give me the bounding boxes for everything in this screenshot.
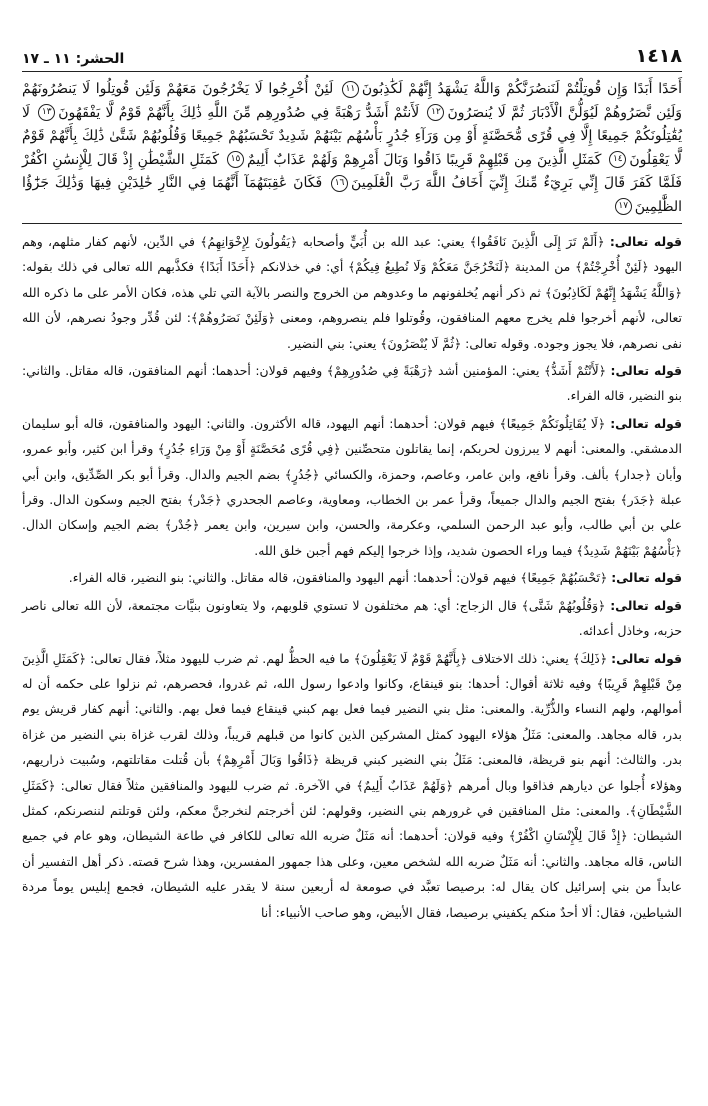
paragraph-text: ﴿لَا يُقَاتِلُونَكُمْ جَمِيعًا﴾ فيهم قولان: أحدهما: أنهم اليهود، قاله الأكثرون. والثاني: اليهود والمنافقون، قاله أبو سليمان الدمشقي. والمعنى: أنهم لا يبرزون لحربكم، إنما يقاتلون متحصِّنين ﴿فِي قُرًى مُحَصَّنَةٍ أَوْ مِنْ وَرَاءِ جُدُرٍ﴾ وقرأ ابن كثير، وأبو عمرو، وأبان ﴿جدار﴾ بألف. وقرأ نافع، وابن عامر، وعاصم، وحمزة، والكسائي ﴿جُدُرٍ﴾ بضم الجيم والدال. وقرأ أبو بكر الصِّدِّيق، وابن أبي عبلة ﴿جَدَر﴾ بفتح الجيم والدال جميعاً، وقرأ عمر بن الخطاب، ومعاوية، وعاصم الجحدري ﴿جَدْر﴾ بفتح الجيم وسكون الدال. وقرأ علي بن أبي طالب، وأبو عبد الرحمن السلمي، وعكرمة، والحسن، وابن سيرين، وابن يعمر ﴿جُدْر﴾ بضم الجيم وإسكان الدال. ﴿بَأْسُهُمْ بَيْنَهُمْ شَدِيدٌ﴾ فيما وراء الحصون شديد، وإذا خرجوا إليكم فهم أجبن خلق الله. (22, 415, 682, 558)
verse-11 (339, 81, 682, 97)
verse-text: كَمَثَلِ الَّذِينَ مِن قَبْلِهِمْ قَرِيبًا ذَاقُوا وَبَالَ أَمْرِهِمْ وَلَهُمْ عَذَابٌ أَلِيمٌ (246, 151, 602, 168)
verse-number-marker: ١١ (342, 81, 359, 98)
commentary-paragraph (22, 358, 682, 409)
verse-15 (224, 152, 601, 168)
running-title: الحشر: ١١ ـ ١٧ (22, 51, 125, 67)
paragraph-text: ﴿أَلَمْ تَرَ إِلَى الَّذِينَ نَافَقُوا﴾ يعني: عبد الله بن أُبَيٍّ وأصحابه ﴿يَقُولُونَ لِإِخْوَانِهِمُ﴾ في الدِّين، لأنهم كفار مثلهم، وهم اليهود ﴿لَئِنْ أُخْرِجْتُمْ﴾ من المدينة ﴿لَنَخْرُجَنَّ مَعَكُمْ وَلَا نُطِيعُ فِيكُمْ﴾ أي: في خذلانكم ﴿أَحَدًا أَبَدًا﴾ فكذَّبهم الله تعالى في ذلك بقوله: ﴿وَاللَّهُ يَشْهَدُ إِنَّهُمْ لَكَاذِبُونَ﴾ ثم ذكر أنهم يُخلفونهم ما وعدوهم من الخروج والنصر بالآية التي تلي هذه، فكان الأمر على ما ذكره الله تعالى، لأنهم أخرجوا فلم يخرج معهم المنافقون، وقُوتلوا فلم ينصروهم، ومعنى ﴿وَلَئِنْ نَصَرُوهُمْ﴾: لئن قُدِّر وجودُ نصرهم، لأن الله نفى نصرهم، فلا يجوز وجوده. وقوله تعالى: ﴿ثُمَّ لَا يُنْصَرُونَ﴾ يعني: بني النضير. (22, 234, 682, 351)
paragraph-text: ﴿ذَلِكَ﴾ يعني: ذلك الاختلاف ﴿بِأَنَّهُمْ قَوْمٌ لَا يَعْقِلُونَ﴾ ما فيه الحظُّ لهم. ثم ضرب لليهود مثلاً، فقال تعالى: ﴿كَمَثَلِ الَّذِينَ مِنْ قَبْلِهِمْ قَرِيبًا﴾ وفيه ثلاثة أقوال: أحدها: بنو قينقاع، وكانوا وادعوا رسول الله، ثم غدروا، فحصرهم، ثم نزلوا على حكمه أن له أموالهم، ولهم النساء والذُّرِّية. والمعنى: مثل بني النضير فيما فعل بهم كبني قينقاع فيما فعل بهم. والثاني: أنهم كفار قريش يوم بدر، قاله مجاهد. والمعنى: مَثَلُ هؤلاء اليهود كمثل المشركين الذين كانوا من قبلهم قريباً، وذلك لقرب غزاة بني النضير من غزاة بدر. والثالث: أنهم بنو قريظة، فالمعنى: مَثَلُ بني النضير كبني قريظة ﴿ذَاقُوا وَبَالَ أَمْرِهِمْ﴾ بأن قُتلت مقاتلتهم، وسُبيت ذراريهم، وهؤلاء أُجلوا عن ديارهم فذاقوا وبال أمرهم ﴿وَلَهُمْ عَذَابٌ أَلِيمٌ﴾ في الآخرة. ثم ضرب لليهود والمنافقين مثلاً فقال تعالى: ﴿كَمَثَلِ الشَّيْطَانِ﴾. والمعنى: مثل المنافقين في غرورهم بني النضير، وقولهم: لئن أخرجتم لنخرجنَّ معكم، ولئن قوتلتم لننصرنكم، كمثل الشيطان: ﴿إِذْ قَالَ لِلْإِنْسَانِ اكْفُرْ﴾ وفيه قولان: أحدهما: أنه مَثَلٌ ضربه الله تعالى للكافر في طاعة الشيطان، وهو عام في جميع الناس، قاله مجاهد. والثاني: أنه مَثَلٌ ضربه الله لشخص معين، وعلى هذا جمهور المفسرين، وهذا شرح قصته. ذكر أهل التفسير أن عابداً من بني إسرائيل كان يقال له: برصيصا تعبَّد في صومعة له أربعين سنة لا يقدر عليه الشيطان، فجمع إبليس يوماً مردة الشياطين، فقال: ألا أحدٌ منكم يكفيني برصيصا، فقال الأبيض، وهو صاحب الأنبياء: أنا (22, 650, 682, 920)
verse-text: لَأَنتُمْ أَشَدُّ رَهْبَةً فِي صُدُورِهِم مِّنَ اللَّهِ ذَٰلِكَ بِأَنَّهُمْ قَوْمٌ لَّا يَفْقَهُونَ (58, 104, 420, 121)
verse-text: فَكَانَ عَٰقِبَتَهُمَآ أَنَّهُمَا فِي النَّارِ خَٰلِدَيْنِ فِيهَا وَذَٰلِكَ جَزَٰٓؤُا الظَّٰلِمِينَ (22, 175, 682, 215)
paragraph-text: ﴿لَأَنْتُمْ أَشَدُّ﴾ يعني: المؤمنين أشد ﴿رَهْبَةً فِي صُدُورِهِمْ﴾ وفيهم قولان: أحدهما: أنهم المنافقون، قاله مقاتل. والثاني: بنو النضير، قاله الفراء. (22, 363, 682, 404)
verse-text: لَئِنْ أُخْرِجُوا لَا يَخْرُجُونَ مَعَهُمْ وَلَئِن قُوتِلُوا لَا يَنصُرُونَهُمْ وَلَئِن نَّصَرُوهُمْ لَيُوَلُّنَّ الْأَدْبَارَ ثُمَّ لَا يُنصَرُونَ (22, 81, 682, 121)
paragraph-lead: قوله تعالى: (611, 650, 682, 666)
section-divider (22, 223, 682, 224)
commentary-paragraph (22, 229, 682, 356)
verse-number-marker: ١٢ (427, 104, 444, 121)
commentary-paragraph (22, 593, 682, 644)
verse-text: كَمَثَلِ الشَّيْطَٰنِ إِذْ قَالَ لِلْإِنسَٰنِ اكْفُرْ فَلَمَّا كَفَرَ قَالَ إِنِّي بَرِيٓءٌ مِّنكَ إِنِّيٓ أَخَافُ اللَّهَ رَبَّ الْعَٰلَمِينَ (22, 151, 682, 191)
commentary-paragraph (22, 646, 682, 925)
verse-text: لَا يُقَٰتِلُونَكُمْ جَمِيعًا إِلَّا فِي قُرًى مُّحَصَّنَةٍ أَوْ مِن وَرَآءِ جُدُرٍ بَأْسُهُم بَيْنَهُمْ شَدِيدٌ تَحْسَبُهُمْ جَمِيعًا وَقُلُوبُهُمْ شَتَّىٰ ذَٰلِكَ بِأَنَّهُمْ قَوْمٌ لَّا يَعْقِلُونَ (22, 104, 683, 168)
page-header (22, 0, 682, 72)
quran-verses-block (22, 78, 682, 219)
page-number: ١٤١٨ (635, 45, 682, 67)
paragraph-lead: قوله تعالى: (610, 415, 682, 431)
verse-number-marker: ١٣ (38, 104, 55, 121)
verse-number-marker: ١٦ (331, 175, 348, 192)
paragraph-text: ﴿تَحْسَبُهُمْ جَمِيعًا﴾ فيهم قولان: أحدهما: أنهم اليهود والمنافقون، قاله مقاتل. والثاني: بنو النضير، قاله الفراء. (68, 570, 608, 586)
paragraph-lead: قوله تعالى: (611, 570, 682, 586)
paragraph-lead: قوله تعالى: (610, 363, 682, 379)
commentary-paragraph (22, 411, 682, 563)
verse-number-marker: ١٧ (615, 198, 632, 215)
paragraph-lead: قوله تعالى: (609, 234, 682, 249)
verse-text: أَحَدًا أَبَدًا وَإِن قُوتِلْتُمْ لَنَنصُرَنَّكُمْ وَاللَّهُ يَشْهَدُ إِنَّهُمْ لَكَٰذِبُونَ (361, 81, 683, 97)
paragraph-lead: قوله تعالى: (610, 597, 682, 613)
tafsir-commentary (22, 229, 682, 925)
verse-number-marker: ١٤ (609, 151, 626, 168)
verse-13 (35, 105, 419, 121)
commentary-paragraph (22, 565, 682, 590)
verse-number-marker: ١٥ (227, 151, 244, 168)
paragraph-text: ﴿وَقُلُوبُهُمْ شَتَّى﴾ قال الزجاج: أي: هم مختلفون لا تستوي قلوبهم، ولا يتعاونون بنيَّات مجتمعة، لأن الله تعالى ناصر حزبه، وخاذل أعدائه. (22, 597, 682, 639)
